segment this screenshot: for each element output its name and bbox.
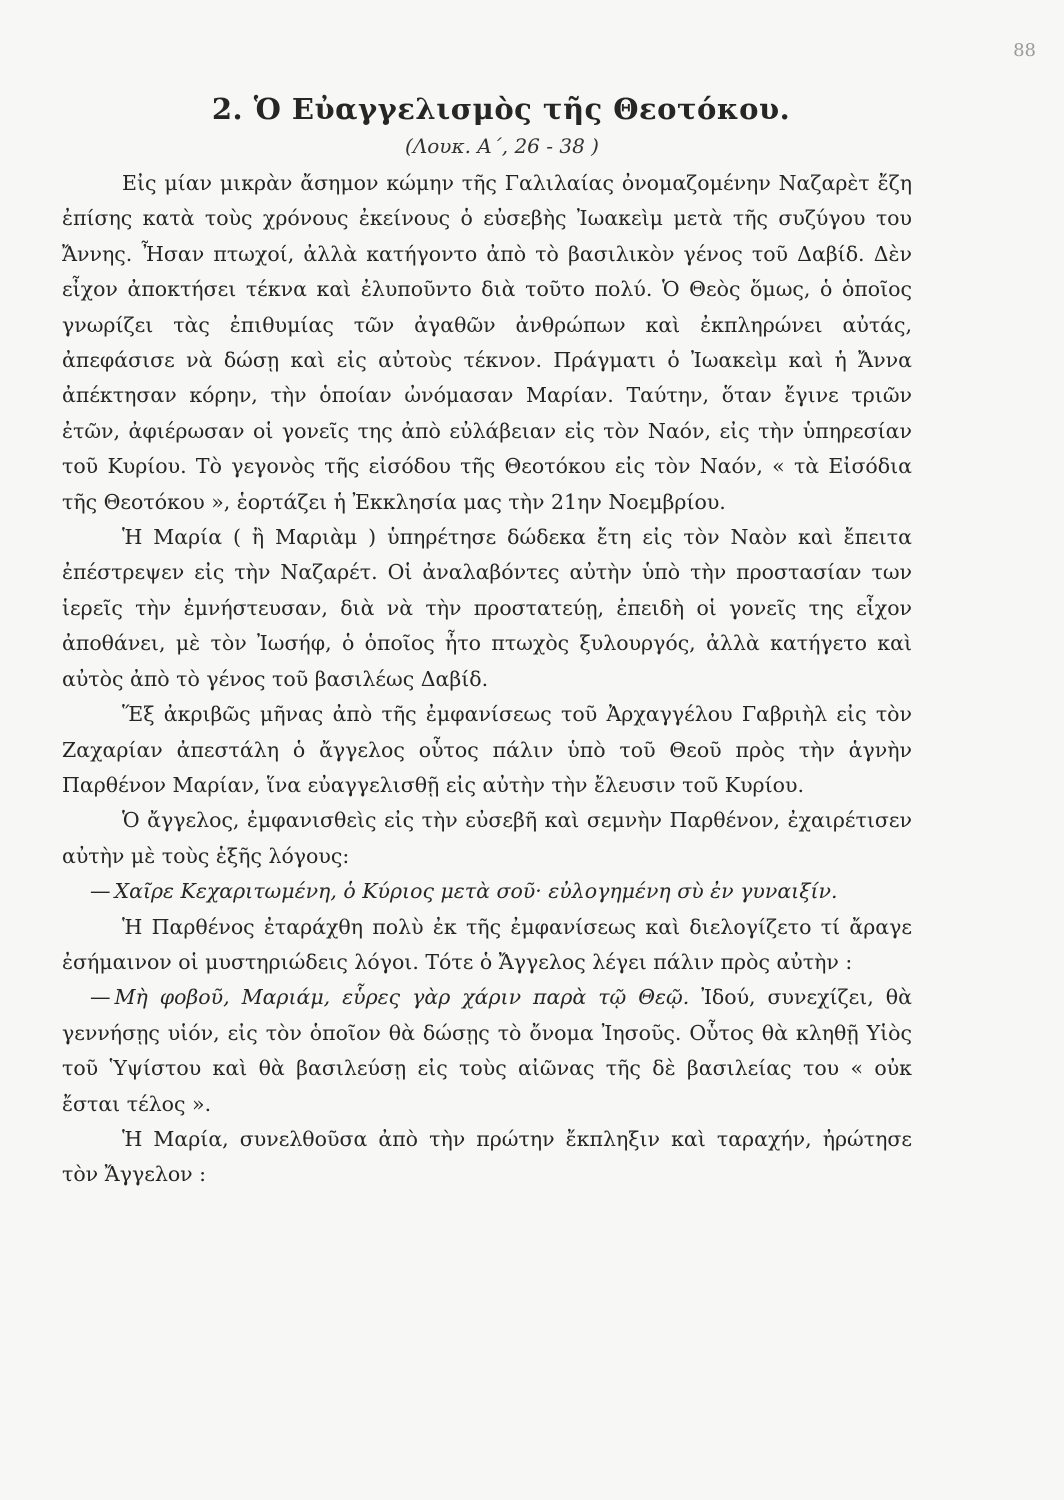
paragraph-1: Εἰς μίαν μικρὰν ἄσημον κώμην τῆς Γαλιλαίας ὀνομαζομένην Ναζαρὲτ ἔζη ἐπίσης κατὰ τοὺς χρόνους ἐκείνους ὁ εὐσεβὴς Ἰωακεὶμ μετὰ τῆς συζύγου του Ἄννης. Ἦσαν πτωχοί, ἀλλὰ κατήγοντο ἀπὸ τὸ βασιλικὸν γένος τοῦ Δαβίδ. Δὲν εἶχον ἀποκτήσει τέκνα καὶ ἐλυποῦντο διὰ τοῦτο πολύ. Ὁ Θεὸς ὅμως, ὁ ὁποῖος γνωρίζει τὰς ἐπιθυμίας τῶν ἀγαθῶν ἀνθρώπων καὶ ἐκπληρώνει αὐτάς, ἀπεφάσισε νὰ δώσῃ καὶ εἰς αὐτοὺς τέκνον. Πράγματι ὁ Ἰωακεὶμ καὶ ἡ Ἄννα ἀπέκτησαν κόρην, τὴν ὁποίαν ὠνόμασαν Μαρίαν. Ταύτην, ὅταν ἔγινε τριῶν ἐτῶν, ἀφιέρωσαν οἱ γονεῖς της ἀπὸ εὐλάβειαν εἰς τὸν Ναόν, εἰς τὴν ὑπηρεσίαν τοῦ Κυρίου. Τὸ γεγονὸς τῆς εἰσόδου τῆς Θεοτόκου εἰς τὸν Ναόν, « τὰ Εἰσόδια τῆς Θεοτόκου », ἑορτάζει ἡ Ἐκκλησία μας τὴν 21ην Νοεμβρίου. [62,171,912,514]
paragraph-3: Ἕξ ἀκριβῶς μῆνας ἀπὸ τῆς ἐμφανίσεως τοῦ Ἀρχαγγέλου Γαβριὴλ εἰς τὸν Ζαχαρίαν ἀπεστάλη ὁ ἄγγελος οὗτος πάλιν ὑπὸ τοῦ Θεοῦ πρὸς τὴν ἁγνὴν Παρθένον Μαρίαν, ἵνα εὐαγγελισθῇ εἰς αὐτὴν τὴν ἔλευσιν τοῦ Κυρίου. [62,702,912,797]
speech-dash: — [90,985,111,1010]
paragraph-4: Ὁ ἄγγελος, ἐμφανισθεὶς εἰς τὴν εὐσεβῆ καὶ σεμνὴν Παρθένον, ἐχαιρέτισεν αὐτὴν μὲ τοὺς ἑξῆς λόγους: [62,808,912,868]
greeting-quote: Χαῖρε Κεχαριτωμένη, ὁ Κύριος μετὰ σοῦ· εὐλογημένη σὺ ἐν γυναιξίν. [114,879,838,904]
page-number: 88 [1013,40,1036,61]
angel-announcement [62,980,912,1122]
document-body [62,92,912,1193]
scripture-reference: (Λουκ. Α΄, 26 - 38 ) [405,134,599,158]
paragraph-2: Ἡ Μαρία ( ἢ Μαριὰμ ) ὑπηρέτησε δώδεκα ἔτη εἰς τὸν Ναὸν καὶ ἔπειτα ἐπέστρεψεν εἰς τὴν Ναζαρέτ. Οἱ ἀναλαβόντες αὐτὴν ὑπὸ τὴν προστασίαν των ἱερεῖς τὴν ἐμνήστευσαν, διὰ νὰ τὴν προστατεύῃ, ἐπειδὴ οἱ γονεῖς της εἶχον ἀποθάνει, μὲ τὸν Ἰωσήφ, ὁ ὁποῖος ἦτο πτωχὸς ξυλουργός, ἀλλὰ κατήγετο καὶ αὐτὸς ἀπὸ τὸ γένος τοῦ βασιλέως Δαβίδ. [62,525,912,691]
speech-dash: — [90,879,111,904]
announcement-rest: Ἰδού, συνεχίζει, θὰ γεννήσῃς υἱόν, εἰς τὸν ὁποῖον θὰ δώσῃς τὸ ὄνομα Ἰησοῦς. Οὗτος θὰ κληθῇ Υἱὸς τοῦ Ὑψίστου καὶ θὰ βασιλεύσῃ εἰς τοὺς αἰῶνας τῆς δὲ βασιλείας του « οὐκ ἔσται τέλος ». [62,985,912,1116]
announcement-quote: Μὴ φοβοῦ, Μαριάμ, εὗρες γὰρ χάριν παρὰ τῷ Θεῷ. [114,985,690,1010]
paragraph-5: Ἡ Παρθένος ἐταράχθη πολὺ ἐκ τῆς ἐμφανίσεως καὶ διελογίζετο τί ἄραγε ἐσήμαινον οἱ μυστηριώδεις λόγοι. Τότε ὁ Ἄγγελος λέγει πάλιν πρὸς αὐτὴν : [62,914,912,974]
paragraph-7: Ἡ Μαρία, συνελθοῦσα ἀπὸ τὴν πρώτην ἔκπληξιν καὶ ταραχήν, ἠρώτησε τὸν Ἄγγελον : [62,1126,912,1187]
angel-greeting [62,874,912,909]
section-title: 2. Ὁ Εὐαγγελισμὸς τῆς Θεοτόκου. [211,92,791,126]
